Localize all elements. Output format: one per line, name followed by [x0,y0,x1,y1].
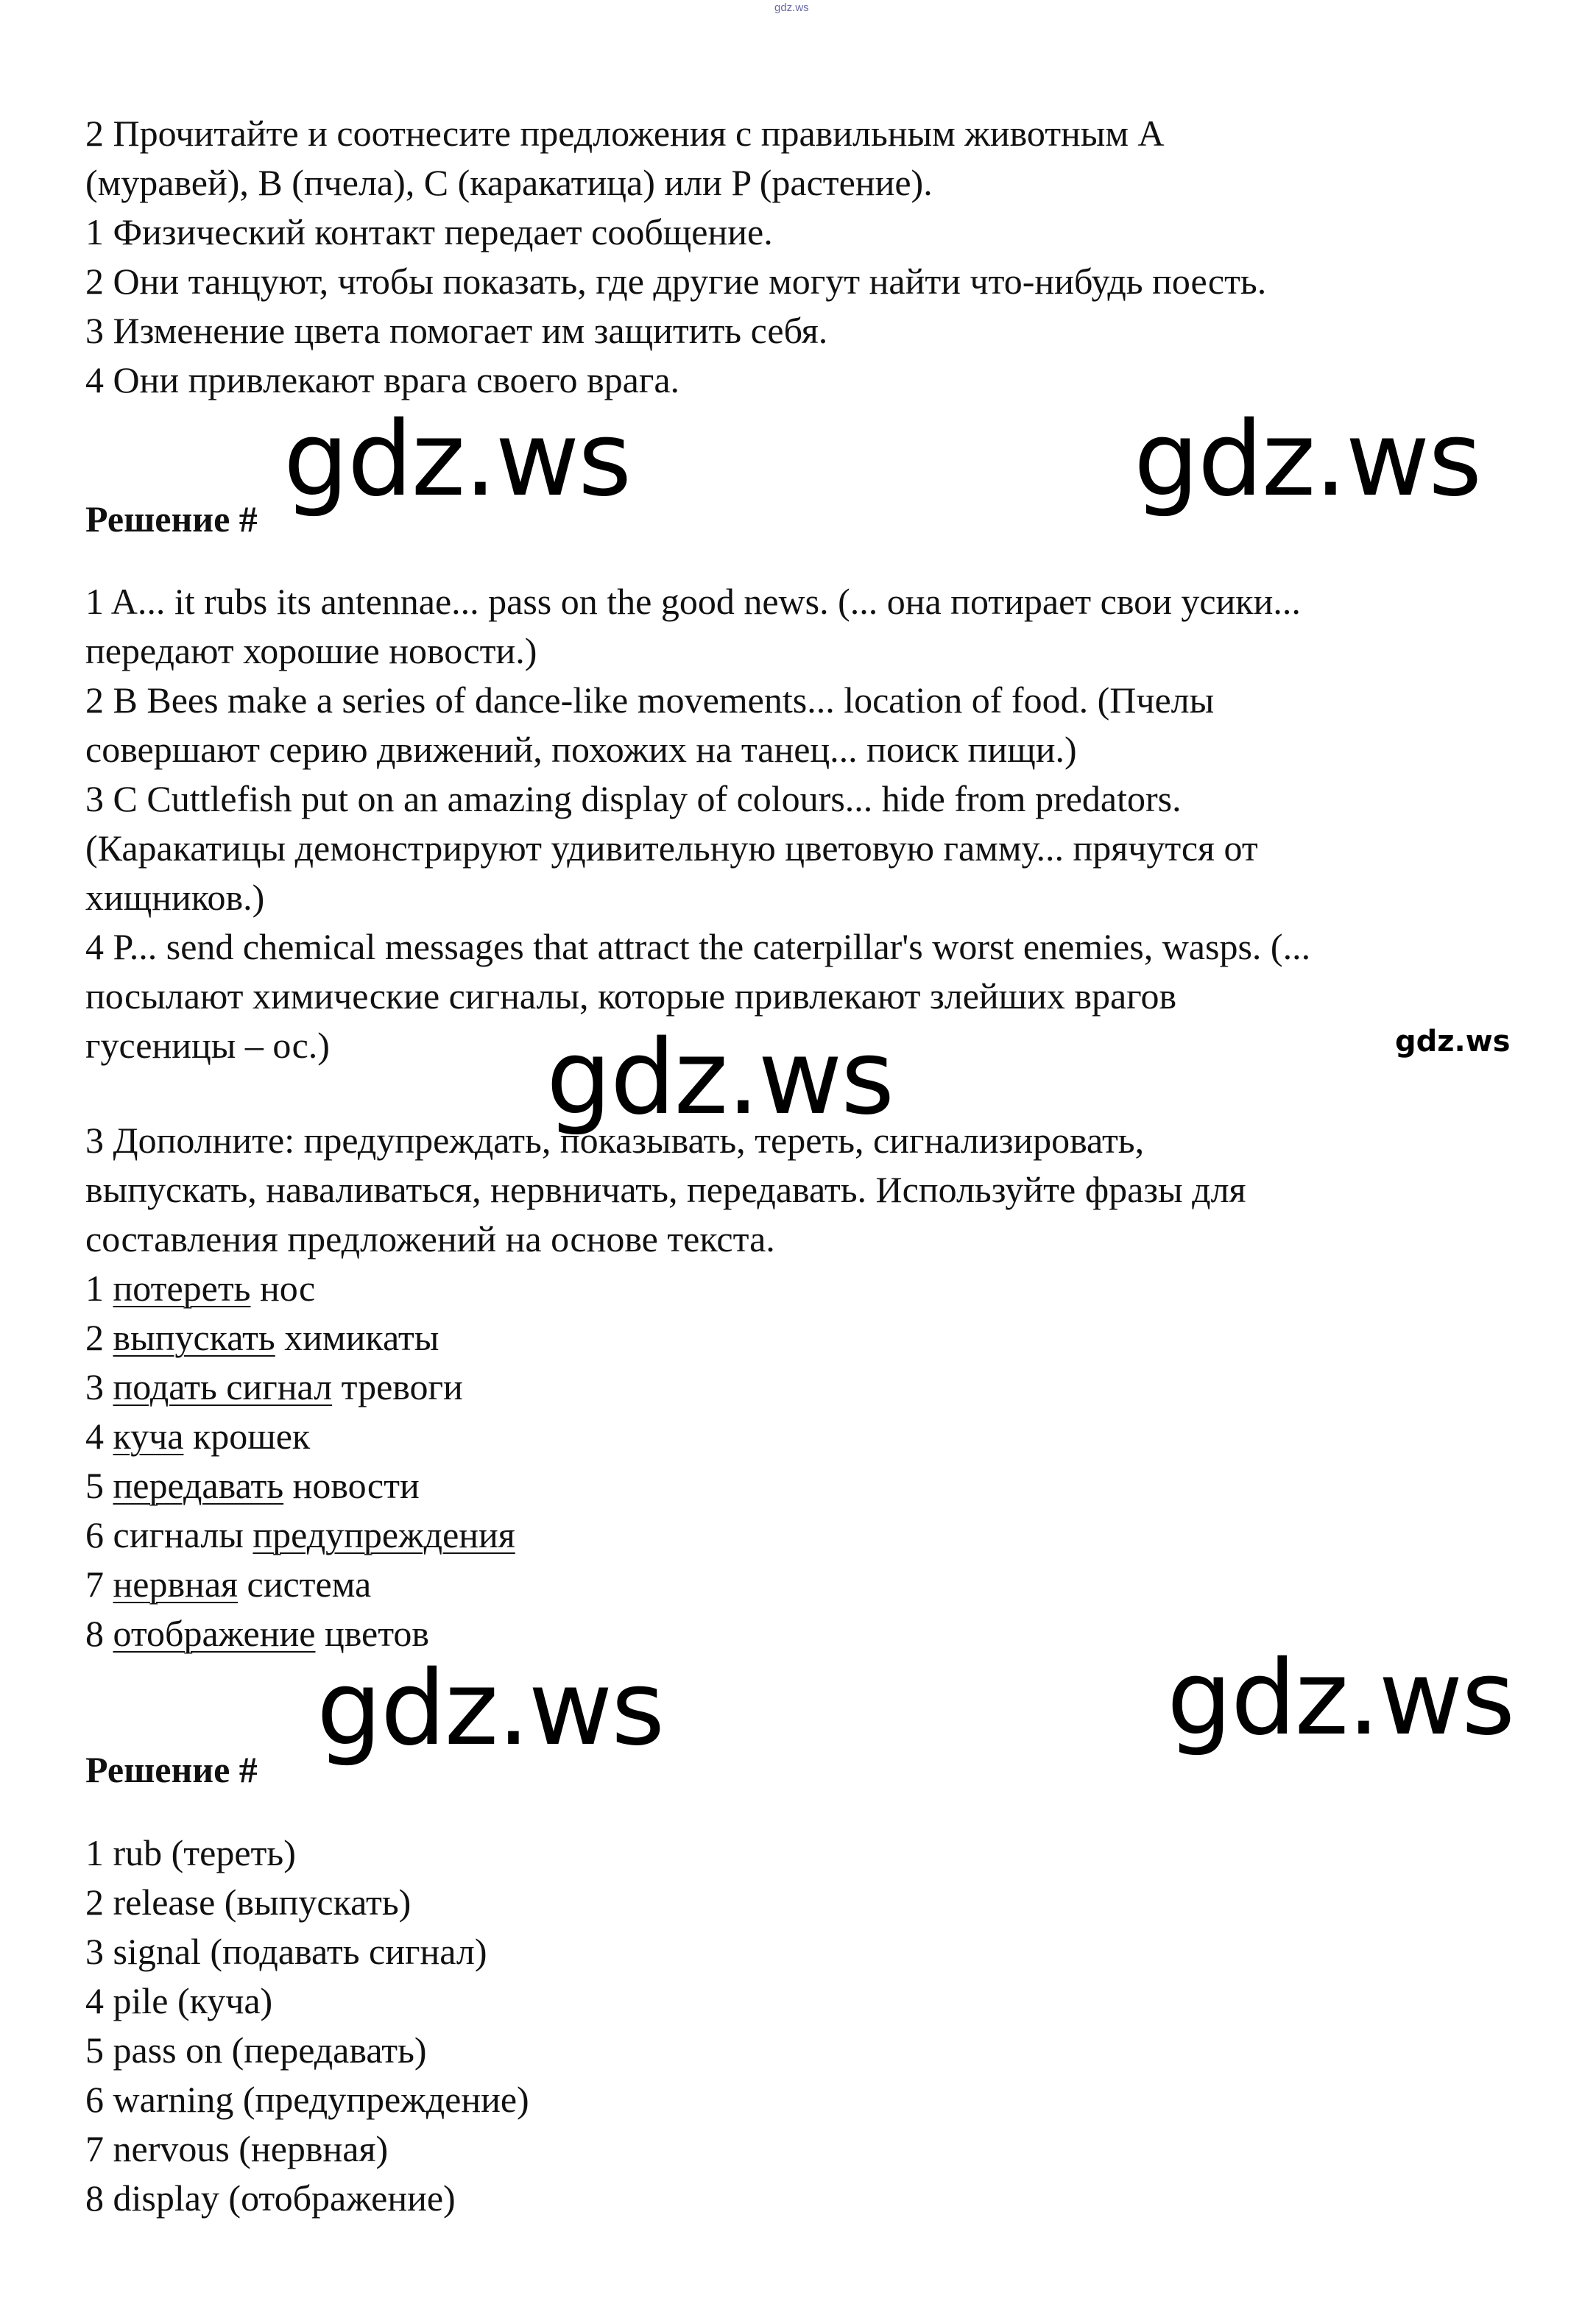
item-number: 6 [85,1514,104,1555]
item-underlined-word: отображение [113,1613,316,1654]
task2-solution [85,577,1528,1070]
task3-item [85,1264,1528,1313]
task3-solution [85,1828,1528,2223]
task2-question [85,109,1528,405]
item-number: 4 [85,1416,104,1457]
task3-line: выпускать, наваливаться, нервничать, передавать. Используйте фразы для [85,1169,1246,1210]
solution-line: 8 display (отображение) [85,2177,456,2219]
solution-line: 3 C Cuttlefish put on an amazing display of colours... hide from predators. [85,778,1182,819]
item-suffix: цветов [315,1613,430,1654]
task3-item [85,1313,1528,1363]
item-suffix: новости [283,1465,420,1506]
solution-line: гусеницы – ос.) [85,1025,330,1066]
task3-line: 3 Дополните: предупреждать, показывать, тереть, сигнализировать, [85,1120,1145,1161]
solution-line: 5 pass on (передавать) [85,2029,427,2071]
task3-line: составления предложений на основе текста. [85,1218,775,1259]
task3-item [85,1560,1528,1609]
task2-line: 1 Физический контакт передает сообщение. [85,211,773,252]
task2-line: 2 Они танцуют, чтобы показать, где другие могут найти что-нибудь поесть. [85,261,1267,302]
task3-question [85,1116,1528,1658]
watermark: gdz.ws [546,1018,894,1138]
solution-line: 6 warning (предупреждение) [85,2079,529,2120]
item-number: 2 [85,1317,104,1358]
solution-line: 4 pile (куча) [85,1980,273,2021]
solution-line: 7 nervous (нервная) [85,2128,389,2169]
task2-line: 2 Прочитайте и соотнесите предложения с правильным животным A [85,113,1165,154]
item-underlined-word: выпускать [113,1317,275,1358]
item-underlined-word: нервная [113,1563,239,1605]
solution-line: 1 rub (тереть) [85,1832,296,1873]
solution-heading: Решение # [85,1749,258,1790]
task3-items [85,1264,1528,1658]
solution-line: 4 P... send chemical messages that attract the caterpillar's worst enemies, wasps. (... [85,926,1311,967]
item-number: 8 [85,1613,104,1654]
item-underlined-word: подать сигнал [113,1366,333,1407]
item-underlined-word: потереть [113,1268,251,1309]
item-underlined-word: предупреждения [253,1514,515,1555]
item-suffix: химикаты [275,1317,439,1358]
item-suffix: тревоги [332,1366,463,1407]
watermark: gdz.ws [1167,1639,1514,1759]
item-suffix: система [238,1563,372,1605]
solution-line: посылают химические сигналы, которые привлекают злейших врагов [85,975,1177,1017]
item-number: 7 [85,1563,104,1605]
solution-line: передают хорошие новости.) [85,630,537,671]
solution-line: 1 A... it rubs its antennae... pass on the good news. (... она потирает свои усики... [85,581,1301,622]
item-number: 1 [85,1268,104,1309]
solution-line: 3 signal (подавать сигнал) [85,1931,487,1972]
solution-line: совершают серию движений, похожих на танец... поиск пищи.) [85,729,1077,770]
task3-item [85,1363,1528,1412]
task2-solution-heading [85,495,1528,544]
watermark: gdz.ws [283,400,631,520]
task2-line: 4 Они привлекают врага своего врага. [85,359,680,400]
item-suffix: нос [250,1268,316,1309]
task3-item [85,1412,1528,1461]
item-number: 5 [85,1465,104,1506]
task3-item [85,1461,1528,1510]
watermark-small: gdz.ws [1395,1025,1511,1059]
solution-line: хищников.) [85,877,265,918]
solution-line: 2 B Bees make a series of dance-like movements... location of food. (Пчелы [85,679,1215,721]
task3-item [85,1510,1528,1560]
item-underlined-word: куча [113,1416,184,1457]
solution-line: (Каракатицы демонстрируют удивительную цветовую гамму... прячутся от [85,827,1258,869]
item-underlined-word: передавать [113,1465,284,1506]
watermark: gdz.ws [1134,400,1481,520]
solution-heading: Решение # [85,498,258,540]
solution-line: 2 release (выпускать) [85,1881,412,1923]
watermark: gdz.ws [317,1649,664,1769]
item-prefix: сигналы [113,1514,253,1555]
task3-solution-heading [85,1745,1528,1795]
header-watermark: gdz.ws [774,1,809,14]
task2-line: 3 Изменение цвета помогает им защитить себя. [85,310,828,351]
item-number: 3 [85,1366,104,1407]
task2-line: (муравей), B (пчела), C (каракатица) или P (растение). [85,162,933,203]
item-suffix: крошек [183,1416,311,1457]
